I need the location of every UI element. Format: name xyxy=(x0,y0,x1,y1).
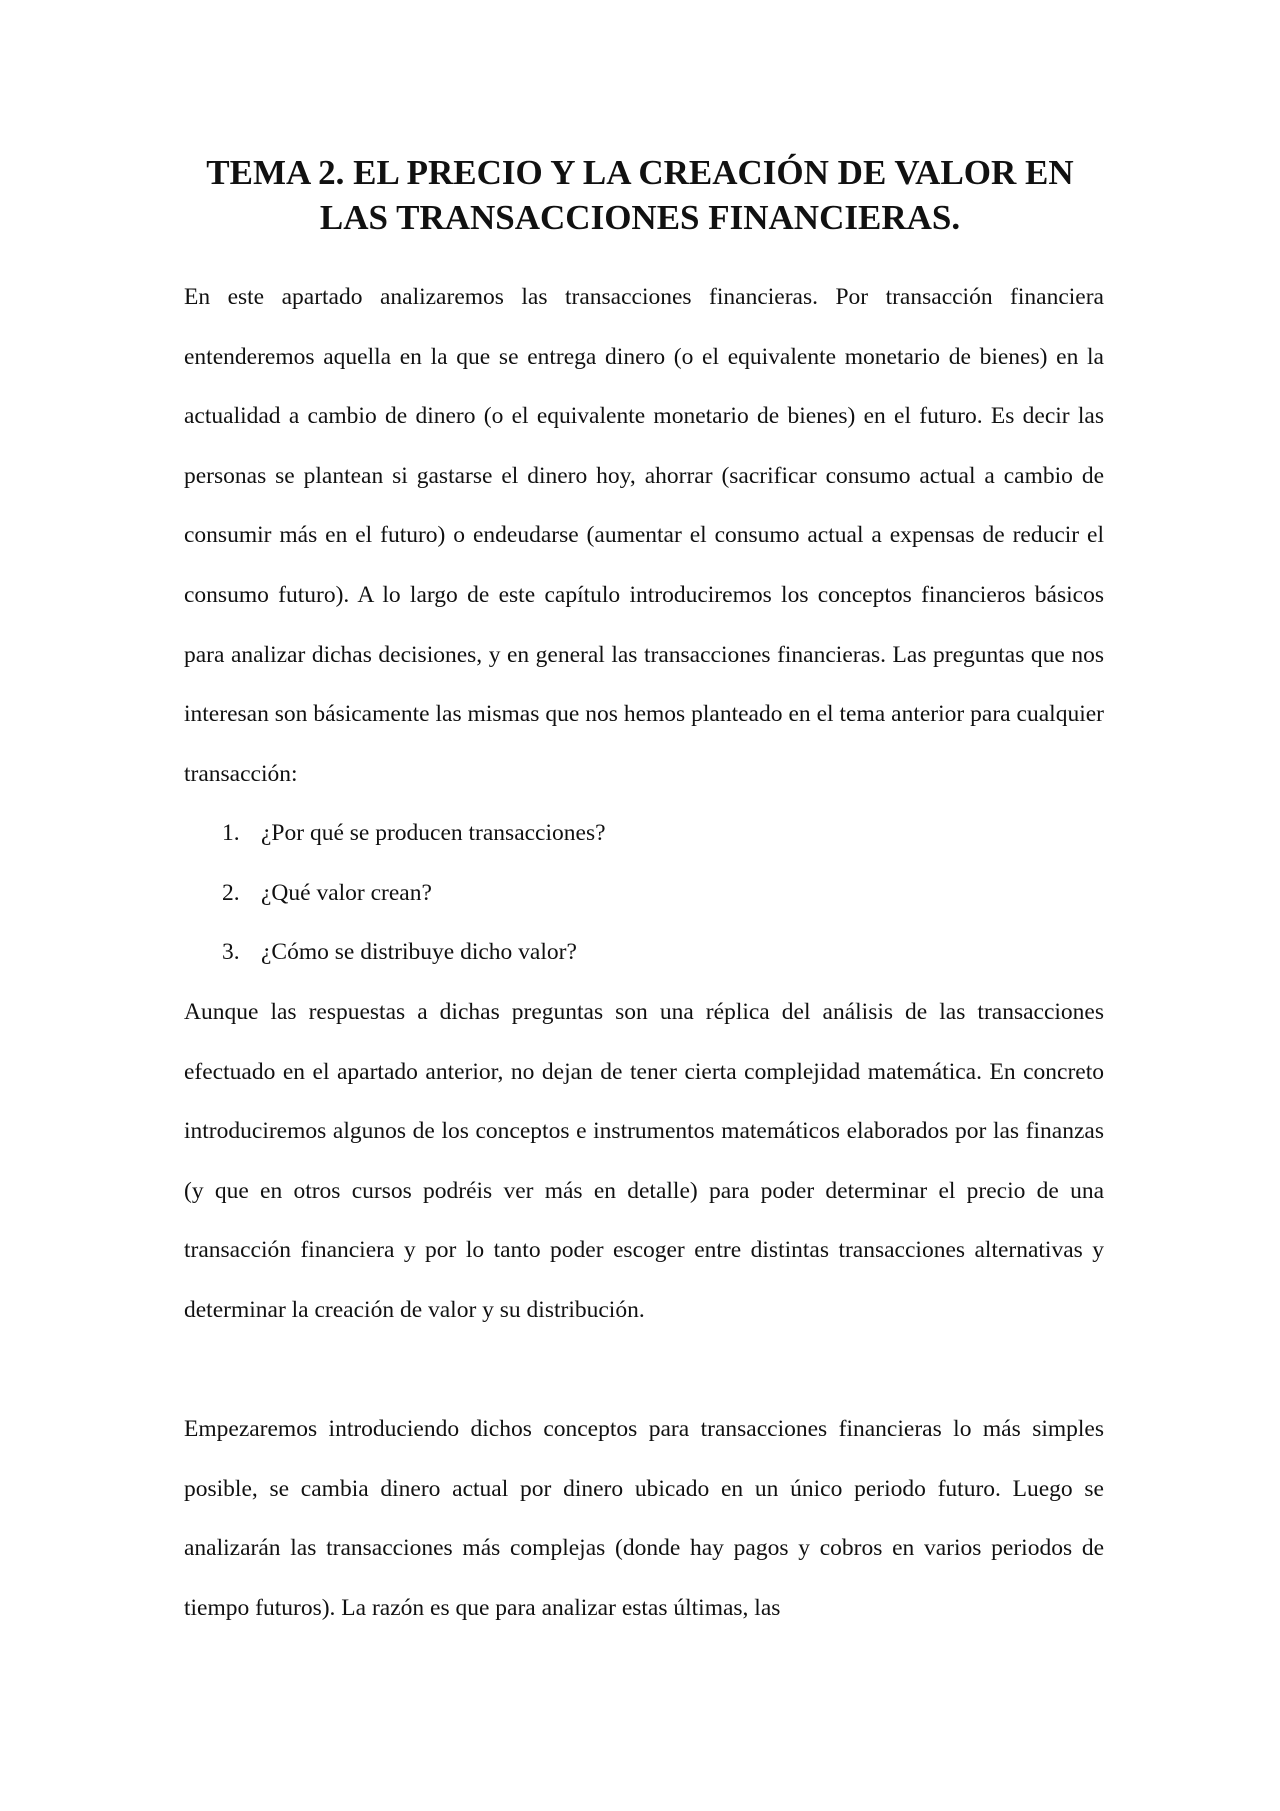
list-item xyxy=(184,804,1104,864)
list-item xyxy=(184,923,1104,983)
second-paragraph: Aunque las respuestas a dichas preguntas son una réplica del análisis de las transacciones efectuado en el apartado anterior, no dejan de tener cierta complejidad matemática. En concreto introduciremos algunos de los conceptos e instrumentos matemáticos elaborados por las finanzas (y que en otros cursos podréis ver más en detalle) para poder determinar el precio de una transacción financiera y por lo tanto poder escoger entre distintas transacciones alternativas y determinar la creación de valor y su distribución. xyxy=(184,999,1104,1323)
intro-paragraph: En este apartado analizaremos las transacciones financieras. Por transacción financiera entenderemos aquella en la que se entrega dinero (o el equivalente monetario de bienes) en la actualidad a cambio de dinero (o el equivalente monetario de bienes) en el futuro. Es decir las personas se plantean si gastarse el dinero hoy, ahorrar (sacrificar consumo actual a cambio de consumir más en el futuro) o endeudarse (aumentar el consumo actual a expensas de reducir el consumo futuro). A lo largo de este capítulo introduciremos los conceptos financieros básicos para analizar dichas decisiones, y en general las transacciones financieras. Las preguntas que nos interesan son básicamente las mismas que nos hemos planteado en el tema anterior para cualquier transacción: xyxy=(184,284,1104,787)
list-item-text: ¿Qué valor crean? xyxy=(261,879,432,906)
third-paragraph: Empezaremos introduciendo dichos conceptos para transacciones financieras lo más simples posible, se cambia dinero actual por dinero ubicado en un único periodo futuro. Luego se analizarán las transacciones más complejas (donde hay pagos y cobros en varios periodos de tiempo futuros). La razón es que para analizar estas últimas, las xyxy=(184,1416,1104,1621)
list-item xyxy=(184,864,1104,924)
list-item-number: 1. xyxy=(222,820,240,846)
page-title xyxy=(150,150,1130,240)
page-title-line-1: TEMA 2. EL PRECIO Y LA CREACIÓN DE VALOR EN xyxy=(206,153,1074,192)
list-item-text: ¿Cómo se distribuye dicho valor? xyxy=(261,939,577,966)
page-title-line-2: LAS TRANSACCIONES FINANCIERAS. xyxy=(319,198,961,237)
list-item-number: 3. xyxy=(222,939,240,966)
list-item-number: 2. xyxy=(222,879,240,906)
questions-list xyxy=(184,804,1104,983)
list-item-text: ¿Por qué se producen transacciones? xyxy=(261,820,606,846)
